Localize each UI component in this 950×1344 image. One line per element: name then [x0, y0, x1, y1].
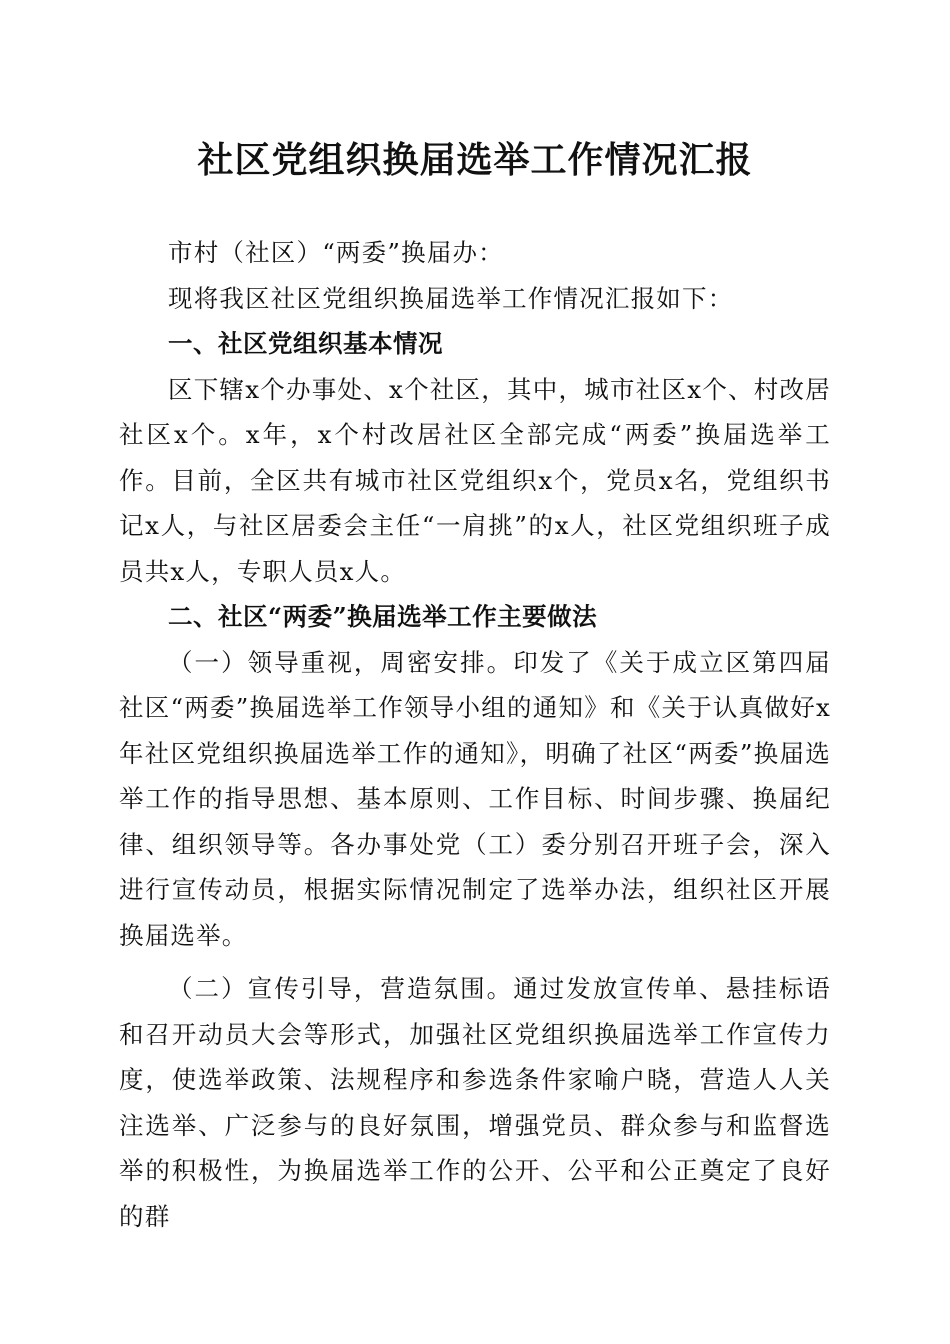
- section-heading-1: 一、社区党组织基本情况: [168, 329, 443, 358]
- body-paragraph: 区下辖x个办事处、x个社区，其中，城市社区x个、村改居社区x个。x年，x个村改居社区全部完成“两委”换届选举工作。目前，全区共有城市社区党组织x个，党员x名，党组织书记x人，与社区居委会主任“一肩挑”的x人，社区党组织班子成员共x人，专职人员x人。: [119, 374, 831, 586]
- paragraph-spacer: [119, 958, 831, 966]
- intro-paragraph: 现将我区社区党组织换届选举工作情况汇报如下：: [168, 283, 734, 313]
- body-paragraph: （一）领导重视，周密安排。印发了《关于成立区第四届社区“两委”换届选举工作领导小组的通知》和《关于认真做好x年社区党组织换届选举工作的通知》，明确了社区“两委”换届选举工作的指导思想、基本原则、工作目标、时间步骤、换届纪律、组织领导等。各办事处党（工）委分别召开班子会，深入进行宣传动员，根据实际情况制定了选举办法，组织社区开展换届选举。: [119, 647, 831, 950]
- document-body: [119, 230, 831, 1239]
- body-paragraph: （二）宣传引导，营造氛围。通过发放宣传单、悬挂标语和召开动员大会等形式，加强社区党组织换届选举工作宣传力度，使选举政策、法规程序和参选条件家喻户晓，营造人人关注选举、广泛参与的良好氛围，增强党员、群众参与和监督选举的积极性，为换届选举工作的公开、公平和公正奠定了良好的群: [119, 974, 831, 1231]
- document-title: 社区党组织换届选举工作情况汇报: [197, 139, 753, 181]
- salutation: 市村（社区）“两委”换届办：: [168, 238, 504, 267]
- section-heading-2: 二、社区“两委”换届选举工作主要做法: [168, 602, 598, 631]
